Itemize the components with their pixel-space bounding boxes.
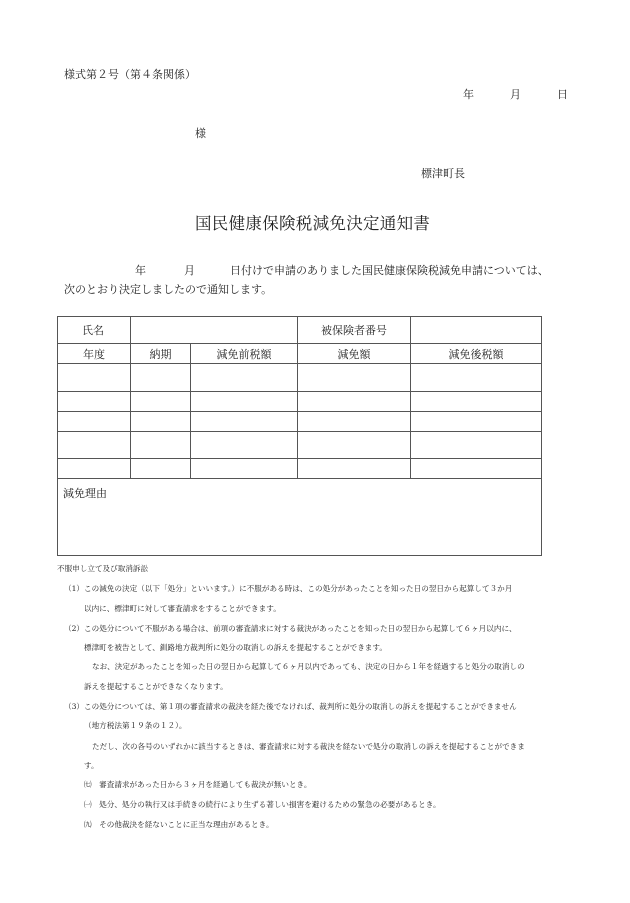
header-fiscal-year: 年度 <box>58 344 131 364</box>
note-line: 訴えを提起することができなくなります。 <box>84 682 228 691</box>
table-cell[interactable] <box>191 432 298 459</box>
reason-field[interactable] <box>58 507 542 556</box>
table-cell[interactable] <box>58 459 131 479</box>
table-cell[interactable] <box>131 459 191 479</box>
reduction-table <box>57 316 542 556</box>
date-year-label: 年 <box>463 88 474 101</box>
insured-number-field[interactable] <box>411 317 542 344</box>
table-cell[interactable] <box>191 392 298 412</box>
intro-line1: 日付けで申請のありました国民健康保険税減免申請については、 <box>230 264 549 277</box>
date-day-label: 日 <box>557 88 568 101</box>
note-line: ㈨ その他裁決を経ないことに正当な理由があるとき。 <box>84 820 274 829</box>
table-cell[interactable] <box>411 364 542 392</box>
table-cell[interactable] <box>411 459 542 479</box>
issuer-name: 標津町長 <box>421 167 465 180</box>
insured-number-label: 被保険者番号 <box>298 317 411 344</box>
header-before-tax: 減免前税額 <box>191 344 298 364</box>
note-line: （2）この処分について不服がある場合は、前項の審査請求に対する裁決があったことを知った日の翌日から起算して６ヶ月以内に、 <box>64 624 517 633</box>
form-number: 様式第２号（第４条関係） <box>64 68 196 81</box>
note-line: 以内に、標津町に対して審査請求をすることができます。 <box>84 604 281 613</box>
table-cell[interactable] <box>191 459 298 479</box>
note-line: （地方税法第１９条の１２）。 <box>84 721 187 730</box>
notes-heading: 不服申し立て及び取消訴訟 <box>57 564 149 573</box>
addressee-suffix: 様 <box>195 127 206 140</box>
table-cell[interactable] <box>298 364 411 392</box>
table-cell[interactable] <box>58 432 131 459</box>
table-cell[interactable] <box>131 432 191 459</box>
intro-line2: 次のとおり決定しましたので通知します。 <box>64 283 273 296</box>
note-line: す。 <box>84 761 99 770</box>
table-cell[interactable] <box>411 412 542 432</box>
date-month-label: 月 <box>510 88 521 101</box>
table-cell[interactable] <box>298 392 411 412</box>
intro-month-label: 月 <box>184 264 195 277</box>
table-cell[interactable] <box>131 392 191 412</box>
note-line: ㈠ 処分、処分の執行又は手続きの続行により生ずる著しい損害を避けるための緊急の必要があるとき。 <box>84 800 441 809</box>
table-cell[interactable] <box>191 364 298 392</box>
table-cell[interactable] <box>131 364 191 392</box>
table-cell[interactable] <box>58 412 131 432</box>
header-after-tax: 減免後税額 <box>411 344 542 364</box>
table-cell[interactable] <box>411 432 542 459</box>
table-cell[interactable] <box>58 392 131 412</box>
table-cell[interactable] <box>191 412 298 432</box>
note-line: 標津町を被告として、釧路地方裁判所に処分の取消しの訴えを提起することができます。 <box>84 643 387 652</box>
header-reduction: 減免額 <box>298 344 411 364</box>
table-cell[interactable] <box>131 412 191 432</box>
table-cell[interactable] <box>58 364 131 392</box>
header-due-term: 納期 <box>131 344 191 364</box>
table-cell[interactable] <box>298 459 411 479</box>
page-title: 国民健康保険税減免決定通知書 <box>195 214 431 233</box>
note-line: （3）この処分については、第１項の審査請求の裁決を経た後でなければ、裁判所に処分の取消しの訴えを提起することができません <box>64 702 517 711</box>
table-cell[interactable] <box>298 432 411 459</box>
name-field[interactable] <box>131 317 298 344</box>
table-cell[interactable] <box>411 392 542 412</box>
note-line: （1）この減免の決定（以下「処分」といいます。）に不服がある時は、この処分があったことを知った日の翌日から起算して３か月 <box>64 584 513 593</box>
note-line: なお、決定があったことを知った日の翌日から起算して６ヶ月以内であっても、決定の日から１年を経過すると処分の取消しの <box>92 662 525 671</box>
name-label: 氏名 <box>58 317 131 344</box>
note-line: ただし、次の各号のいずれかに該当するときは、審査請求に対する裁決を経ないで処分の取消しの訴えを提起することができま <box>92 742 525 751</box>
note-line: ㈦ 審査請求があった日から３ヶ月を経過しても裁決が無いとき。 <box>84 780 312 789</box>
reason-label: 減免理由 <box>58 479 542 508</box>
table-cell[interactable] <box>298 412 411 432</box>
intro-year-label: 年 <box>135 264 146 277</box>
